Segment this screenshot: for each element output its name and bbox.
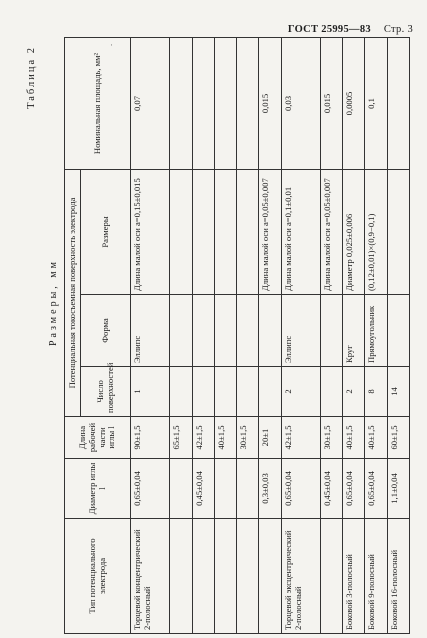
col-area: Номинальная площадь, мм² (65, 37, 131, 169)
cell-sizes (214, 169, 236, 294)
cell-length: 30±1,5 (321, 417, 343, 459)
cell-type (237, 519, 259, 634)
cell-type (214, 519, 236, 634)
cell-count (214, 367, 236, 417)
cell-diameter (214, 459, 236, 519)
cell-sizes (192, 169, 214, 294)
table-row (237, 37, 259, 633)
cell-sizes: Длина малой оси a=0,05±0,007 (259, 169, 281, 294)
cell-type: Торцевой эксцентрический 2-полосный (281, 519, 320, 634)
cell-length: 20±1 (259, 417, 281, 459)
cell-type (321, 519, 343, 634)
table-row (131, 37, 170, 633)
cell-shape: Эллипс (281, 295, 320, 367)
cell-shape: Круг (343, 295, 365, 367)
cell-area: 0,015 (259, 37, 281, 169)
table-caption: Таблица 2 (26, 46, 37, 109)
cell-diameter: 0,45±0,04 (321, 459, 343, 519)
cell-length: 40±1,5 (343, 417, 365, 459)
cell-diameter: 1,1±0,04 (387, 459, 409, 519)
cell-shape (214, 295, 236, 367)
cell-shape (192, 295, 214, 367)
cell-count: 1 (131, 367, 170, 417)
cell-sizes (170, 169, 192, 294)
cell-type (192, 519, 214, 634)
cell-sizes: Длина малой оси a=0,15±0,015 (131, 169, 170, 294)
margin-mark: · (110, 40, 113, 50)
gost-number: ГОСТ 25995—83 (287, 24, 371, 35)
table-row (170, 37, 192, 633)
cell-length: 65±1,5 (170, 417, 192, 459)
table-row (281, 37, 320, 633)
cell-shape: Прямоугольник (365, 295, 387, 367)
cell-shape (321, 295, 343, 367)
col-sizes: Размеры (81, 169, 131, 294)
cell-count: 2 (281, 367, 320, 417)
cell-type: Боковой 16-полосный (387, 519, 409, 634)
rotated-page (20, 34, 427, 638)
table-row (365, 37, 387, 633)
cell-diameter: 0,65±0,04 (281, 459, 320, 519)
cell-length: 42±1,5 (192, 417, 214, 459)
cell-area: 0,03 (281, 37, 320, 169)
cell-count (237, 367, 259, 417)
cell-sizes (237, 169, 259, 294)
table-row (259, 37, 281, 633)
col-shape: Форма (81, 295, 131, 367)
table-row (192, 37, 214, 633)
col-count: Число поверхностей (81, 367, 131, 417)
cell-area (387, 37, 409, 169)
cell-sizes (387, 169, 409, 294)
cell-area: 0,0005 (343, 37, 365, 169)
cell-length: 40±1,5 (214, 417, 236, 459)
rotated-content (20, 34, 427, 638)
electrode-table (64, 37, 410, 634)
dimensions-caption: Размеры, мм (48, 259, 59, 346)
cell-shape (170, 295, 192, 367)
cell-diameter: 0,65±0,04 (343, 459, 365, 519)
cell-length: 60±1,5 (387, 417, 409, 459)
col-type: Тип потенциального электрода (65, 519, 131, 634)
cell-count (170, 367, 192, 417)
col-length: Длина рабочей части иглы l (65, 417, 131, 459)
table-row (214, 37, 236, 633)
cell-shape (387, 295, 409, 367)
cell-diameter: 0,3±0,03 (259, 459, 281, 519)
cell-shape (259, 295, 281, 367)
cell-count: 2 (343, 367, 365, 417)
cell-area (214, 37, 236, 169)
page-number: Стр. 3 (383, 24, 413, 35)
cell-diameter: 0,65±0,04 (365, 459, 387, 519)
cell-area (237, 37, 259, 169)
cell-count (321, 367, 343, 417)
cell-count (259, 367, 281, 417)
cell-diameter: 0,65±0,04 (131, 459, 170, 519)
cell-area (170, 37, 192, 169)
cell-area: 0,1 (365, 37, 387, 169)
cell-count: 14 (387, 367, 409, 417)
cell-type (170, 519, 192, 634)
cell-area: 0,07 (131, 37, 170, 169)
cell-sizes: Длина малой оси a=0,1±0,01 (281, 169, 320, 294)
cell-type: Боковой 3-полосный (343, 519, 365, 634)
col-diameter: Диаметр иглы l (65, 459, 131, 519)
cell-diameter (170, 459, 192, 519)
table-row (343, 37, 365, 633)
cell-type: Торцевой концентрический 2-полосный (131, 519, 170, 634)
cell-area: 0,015 (321, 37, 343, 169)
cell-length: 40±1,5 (365, 417, 387, 459)
cell-length: 42±1,5 (281, 417, 320, 459)
cell-sizes: Диаметр 0,025±0,006 (343, 169, 365, 294)
cell-diameter: 0,45±0,04 (192, 459, 214, 519)
cell-count: 8 (365, 367, 387, 417)
col-surface-group: Потенциальная токосъемная поверхность электрода (65, 169, 81, 416)
cell-sizes: Длина малой оси a=0,05±0,007 (321, 169, 343, 294)
cell-length: 30±1,5 (237, 417, 259, 459)
cell-shape (237, 295, 259, 367)
cell-area (192, 37, 214, 169)
cell-sizes: (0,12±0,01)×(0,9−0,1) (365, 169, 387, 294)
cell-type (259, 519, 281, 634)
cell-length: 90±1,5 (131, 417, 170, 459)
cell-type: Боковой 9-полосный (365, 519, 387, 634)
cell-count (192, 367, 214, 417)
cell-diameter (237, 459, 259, 519)
table-row (321, 37, 343, 633)
cell-shape: Эллипс (131, 295, 170, 367)
table-row (387, 37, 409, 633)
